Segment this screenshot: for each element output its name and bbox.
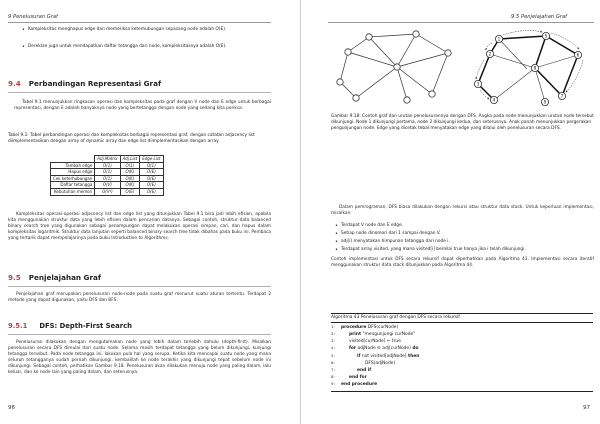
bullet-icon: • <box>22 44 25 50</box>
line-number: 9: <box>331 381 335 387</box>
paragraph-dfs: Penelusuran dilakukan dengan mengutamakan node yang lebih dalam terlebih dahulu (depth-first). Misalkan penelusuran secara DFS dimulai dari suatu node. Selama masih terdapat tetangga yang belum dikunjungi, kunjungi tetangga tersebut. Pada node tetangga ini, lakukan pula hal yang serupa. Ketika kita mencapai suatu node yang mana seluruh tetangganya sudah pernah dikunjungi, kembalilah ke node terakhir yang dikunjungi tepat sebelum node ini dikunjungi. Sebagai contoh, perhatikan Gambar 9.18. Penelusuran akan dilakukan menuju node yang paling dalam, lalu keluar, dan ke node lain yang paling dalam, dan seterusnya. <box>8 340 271 376</box>
graph-edge <box>397 34 416 67</box>
graph-node <box>404 97 410 103</box>
page-number-right: 97 <box>583 405 590 411</box>
graph-node-label: 5 <box>544 33 548 39</box>
graph-node-label: 7 <box>560 93 564 99</box>
graph-edge <box>497 36 527 69</box>
graph-figure-left <box>336 28 461 108</box>
traversal-arrows <box>476 31 583 99</box>
graph-edge <box>369 34 416 37</box>
algorithm-line <box>331 324 593 331</box>
paragraph-dfs-impl: Dalam pemrograman, DFS biasa dilakukan dengan rekursi atau struktur data stack. Untuk keperluan implementasi, misalkan: <box>331 205 594 217</box>
paragraph-complexity: Kompleksitas operasi-operasi adjacency list dan edge list yang ditunjukkan Tabel 9.1 bisa jadi lebih efisien, apabila kita menggunakan struktur data yang lebih efisien dalam pencarian datanya. Sebagai contoh, struktur data balanced binary search tree yang digunakan sebagai penampungan dapat melakukan operasi simpan, cari, dan hapus dalam kompleksitas logaritmik. Struktur data lanjutan seperti balanced binary search tree tidak dibahas pada buku ini. Pembaca yang tertarik dapat mempelajarinya pada buku Introduction to Algorithms. <box>8 212 271 242</box>
section-heading-9-5-1: 9.5.1 DFS: Depth-First Search <box>8 322 132 330</box>
graph-node <box>394 64 400 70</box>
algorithm-line <box>331 353 593 360</box>
line-text: visited[curNode] ← true <box>349 339 401 345</box>
dfs-edge <box>499 33 548 39</box>
graph-edge <box>488 51 535 68</box>
line-number: 4: <box>331 345 335 351</box>
graph-node <box>337 79 343 85</box>
bullet-icon: • <box>335 239 338 245</box>
bullet-icon: • <box>335 231 338 237</box>
graph-nodes <box>474 32 581 105</box>
line-text: DFS(adjNode) <box>365 360 396 366</box>
line-text: end if <box>357 368 372 374</box>
algorithm-line <box>331 331 593 338</box>
bullet-icon: • <box>335 223 338 229</box>
line-text: procedure DFS(curNode) <box>341 324 399 330</box>
graph-node <box>413 31 419 37</box>
graph-edge <box>397 67 432 94</box>
graph-node <box>345 49 351 55</box>
graph-node-label: 3 <box>476 81 480 87</box>
section-heading-9-5: 9.5 Penjelajahan Graf <box>8 273 101 282</box>
page-number-left: 96 <box>8 405 15 411</box>
graph-edge <box>397 53 448 67</box>
bullet-icon: • <box>22 27 25 33</box>
algorithm-lines <box>331 323 593 392</box>
paragraph-algorithm-ref: Contoh implementasi untuk DFS secara rekursif dapat diperhatikan pada Algoritma 43. Implementasi secara iteratif menggunakan struktur data stack ditunjukkan pada Algoritma 44. <box>331 257 594 269</box>
line-text: print "mengunjungi curNode" <box>349 332 416 337</box>
algorithm-line <box>331 381 593 388</box>
graph-node <box>445 50 451 56</box>
algorithm-line <box>331 374 593 381</box>
table-header-row: Adj.Matrix Adj.List Edge List <box>51 156 164 163</box>
graph-edge <box>494 65 537 100</box>
graph-edge <box>432 53 448 94</box>
algorithm-line <box>331 367 593 374</box>
paragraph-9-5: Penjelajahan graf merupakan penelusuran node-node pada suatu graf menurut suatu aturan tertentu. Terdapat 2 metode yang dapat digunakan, yaitu DFS dan BFS. <box>8 292 271 304</box>
section-heading-9-4: 9.4 Perbandingan Representasi Graf <box>8 79 162 88</box>
table-row: Tambah edge O(1) O(1) O(1) <box>51 162 164 169</box>
graph-edge <box>348 37 369 52</box>
bullet-item: • Terdapat V node dan E edge. <box>335 223 404 229</box>
line-text: end for <box>349 375 367 381</box>
graph-node-label: 2 <box>488 51 492 57</box>
running-head-left: 9 Penelusuran Graf <box>8 14 58 20</box>
line-number: 1: <box>331 323 335 329</box>
graph-node <box>353 95 359 101</box>
line-number: 2: <box>331 331 335 336</box>
figure-caption: Gambar 9.18: Contoh graf dan urutan penelusurannya dengan DFS. Angka pada node menunjukkan urutan node tersebut dikunjungi. Node 1 dikunjungi pertama, node 2 dikunjungi kedua, dan seterusnya. Anak panah menunjukkan pergerakan pengunjungan node. Edge yang dicetak tebal menyatakan edge yang dilalui oleh penelusuran secara DFS. <box>331 114 594 132</box>
dfs-edge <box>562 52 580 96</box>
graph-edge <box>356 67 397 98</box>
paragraph-9-4: Tabel 9.1 menunjukkan ringkasan operasi dan kompleksitas pada graf dengan V node dan E edge untuk berbagai representasi, dengan E adalah banyaknya node yang bertetangga dengan node yang sedang kita periksa. <box>14 100 271 112</box>
graph-node-label: 6 <box>576 52 580 58</box>
line-number: 5: <box>331 352 335 358</box>
comparison-table <box>50 155 164 196</box>
line-number: 7: <box>331 367 335 373</box>
algorithm-line <box>331 345 593 352</box>
bullet-icon: • <box>335 247 338 253</box>
algorithm-block <box>331 313 593 392</box>
bullet-item: • Kompleksitas menghapus edge dan memeriksa keterhubungan sepasang node adalah O(E). <box>22 27 227 33</box>
bullet-item: • Setiap node dinomori dari 1 sampai dengan V. <box>335 231 441 237</box>
line-number: 8: <box>331 374 335 380</box>
table-caption: Tabel 9.1: Tabel perbandingan operasi dan kompleksitas berbagai representasi graf, dengan catatan adjacency list diimplementasikan dengan array of dynamic array dan edge list diimplementasikan dengan array. <box>8 133 255 145</box>
graph-edge <box>535 52 580 68</box>
section-rule <box>8 286 271 287</box>
algorithm-line <box>331 338 593 345</box>
graph-node-label: 1 <box>497 36 501 42</box>
right-page <box>300 0 600 424</box>
table-row: Kebutuhan memori O(V²) O(E) O(E) <box>51 188 164 195</box>
graph-node <box>429 91 435 97</box>
graph-node-label: 4 <box>492 97 496 103</box>
graph-node <box>366 34 372 40</box>
line-text: end procedure <box>341 382 378 388</box>
line-number: 6: <box>331 359 335 365</box>
graph-nodes <box>337 31 451 103</box>
traversal-arrow <box>476 60 484 79</box>
table-row: Daftar tetangga O(V) O(K) O(E) <box>51 182 164 189</box>
algorithm-title: Algoritma 43 Penelusuran graf dengan DFS secara rekursif. <box>331 313 593 323</box>
dfs-edge <box>478 51 492 84</box>
graph-node-label: 9 <box>543 99 547 105</box>
graph-node-label: 8 <box>533 65 537 71</box>
bullet-item: • adj(i) menyatakan himpunan tetangga dari node i. <box>335 239 450 245</box>
graph-edge <box>340 52 348 82</box>
traversal-arrow <box>503 31 542 35</box>
header-rule-right <box>328 22 594 23</box>
header-rule-left <box>8 22 271 23</box>
line-number: 3: <box>331 338 335 344</box>
traversal-arrow <box>486 43 492 50</box>
graph-figure-dfs <box>466 30 591 110</box>
bullet-item: • Dereklan juga untuk mendapatkan daftar tetangga dari node, kompleksitasnya adalah O(E). <box>22 44 227 50</box>
running-head-right: 9.5 Penjelajahan Graf <box>511 14 567 20</box>
table-row: Cek keterhubungan O(1) O(K) O(E) <box>51 175 164 182</box>
bullet-item: • Terdapat array visited, yang mana visited[i] bernilai true hanya jika i telah dikunjungi. <box>335 247 526 253</box>
line-text: for adjNode ∈ adj(curNode) do <box>349 346 419 352</box>
graph-edge <box>397 67 407 100</box>
algorithm-line <box>331 360 593 367</box>
section-rule <box>8 334 271 335</box>
section-rule <box>8 92 271 93</box>
graph-edge <box>416 34 448 53</box>
line-text: if not visited[adjNode] then <box>357 353 420 359</box>
table-row: Hapus edge O(1) O(K) O(E) <box>51 169 164 176</box>
dfs-tree-edges <box>478 33 578 100</box>
dfs-edge <box>535 33 548 68</box>
dfs-edge <box>544 33 578 55</box>
